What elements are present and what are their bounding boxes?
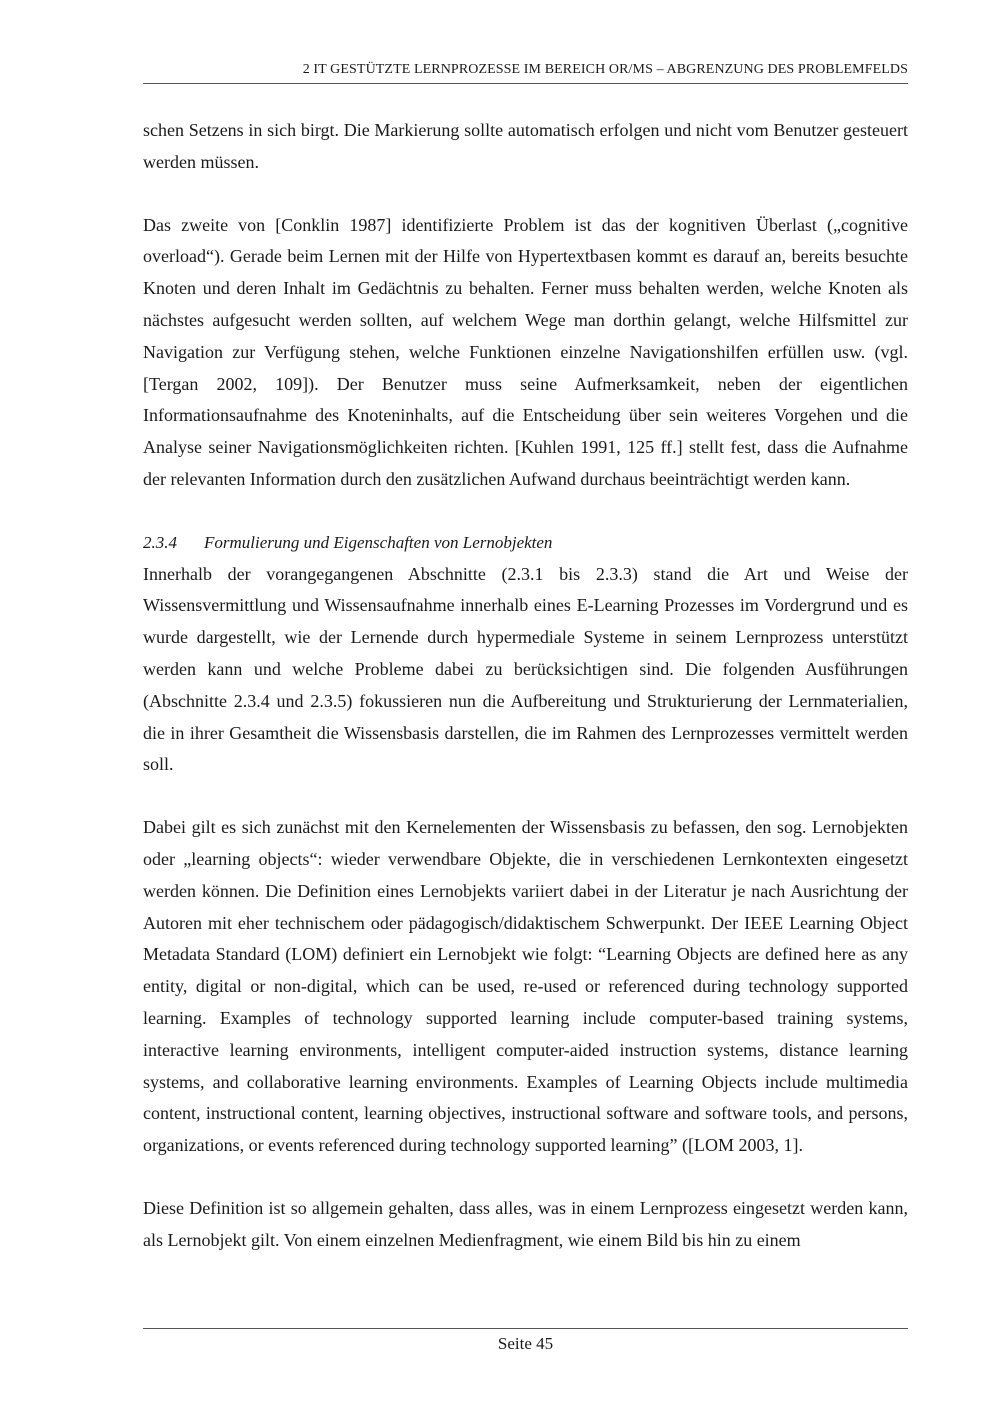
section-heading [143,527,908,559]
running-header: 2 IT GESTÜTZTE LERNPROZESSE IM BEREICH OR/MS – ABGRENZUNG DES PROBLEMFELDS [302,62,908,77]
section-number: 2.3.4 [143,532,177,552]
section-title: Formulierung und Eigenschaften von Lernobjekten [204,532,553,552]
paragraph-definition-scope: Diese Definition ist so allgemein gehalten, dass alles, was in einem Lernprozess eingesetzt werden kann, als Lernobjekt gilt. Von einem einzelnen Medienfragment, wie einem Bild bis hin zu einem [143,1197,908,1250]
footer-divider [143,1328,908,1329]
body-text [143,115,908,1257]
paragraph-continuation: schen Setzens in sich birgt. Die Markierung sollte automatisch erfolgen und nicht vom Benutzer gesteuert werden müssen. [143,120,908,172]
header-divider [143,83,908,84]
page-number: Seite 45 [497,1334,554,1353]
paragraph-cognitive-overload: Das zweite von [Conklin 1987] identifizierte Problem ist das der kognitiven Überlast („cognitive overload“). Gerade beim Lernen mit der Hilfe von Hypertextbasen kommt es darauf an, bereits besuchte Knoten und deren Inhalt im Gedächtnis zu behalten. Ferner muss behalten werden, welche Knoten als nächstes aufgesucht werden sollten, auf welchem Wege man dorthin gelangt, welche Hilfsmittel zur Navigation zur Verfügung stehen, welche Funktionen einzelne Navigationshilfen erfüllen usw. (vgl. [Tergan 2002, 109]). Der Benutzer muss seine Aufmerksamkeit, neben der eigentlichen Informationsaufnahme des Knoteninhalts, auf die Entscheidung über sein weiteres Vorgehen und die Analyse seiner Navigationsmöglichkeiten richten. [Kuhlen 1991, 125 ff.] stellt fest, dass die Aufnahme der relevanten Information durch den zusätzlichen Aufwand durchaus beeinträchtigt werden kann. [143,214,908,489]
paragraph-learning-objects-definition: Dabei gilt es sich zunächst mit den Kernelementen der Wissensbasis zu befassen, den sog. Lernobjekten oder „learning objects“: wieder verwendbare Objekte, die in verschiedenen Lernkontexten eingesetzt werden können. Die Definition eines Lernobjekts variiert dabei in der Literatur je nach Ausrichtung der Autoren mit eher technischem oder pädagogisch/didaktischem Schwerpunkt. Der IEEE Learning Object Metadata Standard (LOM) definiert ein Lernobjekt wie folgt: “Learning Objects are defined here as any entity, digital or non-digital, which can be used, re-used or referenced during technology supported learning. Examples of technology supported learning include computer-based training systems, interactive learning environments, intelligent computer-aided instruction systems, distance learning systems, and collaborative learning environments. Examples of Learning Objects include multimedia content, instructional content, learning objectives, instructional software and software tools, and persons, organizations, or events referenced during technology supported learning” ([LOM 2003, 1]. [143,817,908,1156]
paragraph-section-intro: Innerhalb der vorangegangenen Abschnitte (2.3.1 bis 2.3.3) stand die Art und Weise der Wissensvermittlung und Wissensaufnahme innerhalb eines E-Learning Prozesses im Vordergrund und es wurde dargestellt, wie der Lernende durch hypermediale Systeme in seinem Lernprozess unterstützt werden kann und welche Probleme dabei zu berücksichtigen sind. Die folgenden Ausführungen (Abschnitte 2.3.4 und 2.3.5) fokussieren nun die Aufbereitung und Strukturierung der Lernmaterialien, die in ihrer Gesamtheit die Wissensbasis darstellen, die im Rahmen des Lernprozesses vermittelt werden soll. [143,563,908,775]
